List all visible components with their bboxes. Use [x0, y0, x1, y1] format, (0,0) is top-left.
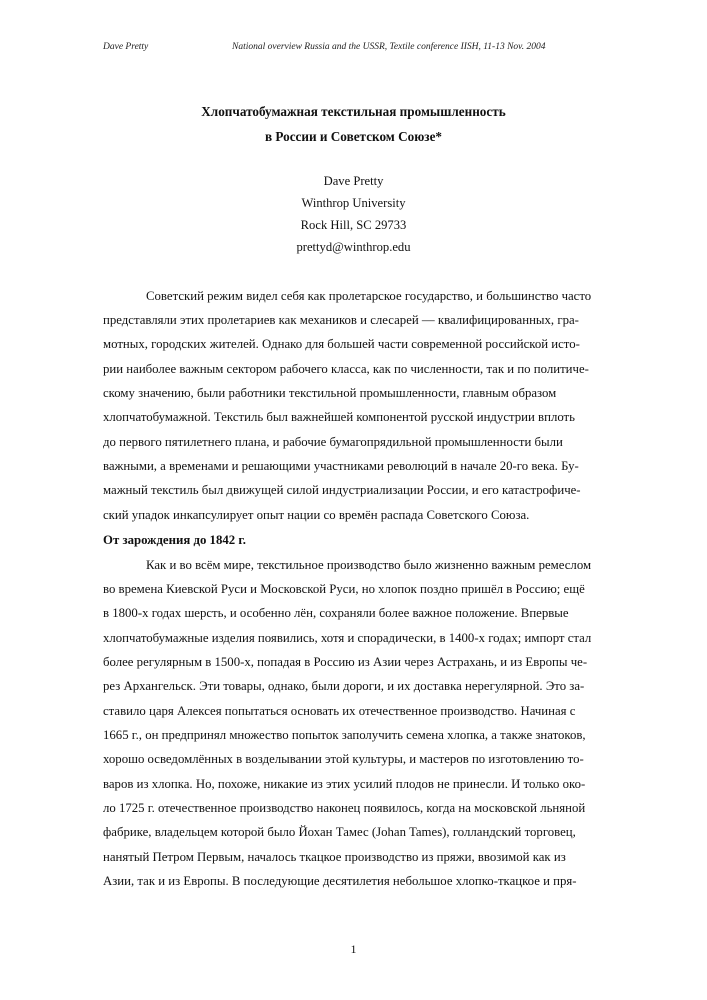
section-heading: От зарождения до 1842 г.	[103, 533, 246, 547]
text-line: хлопчатобумажные изделия появились, хотя и спорадически, в 1400-х годах; импорт стал	[103, 631, 592, 645]
text-line: мотных, городских жителей. Однако для большей части современной российской исто-	[103, 337, 580, 351]
text-line: рез Архангельск. Эти товары, однако, были дороги, и их доставка нерегулярной. Это за-	[103, 679, 585, 693]
text-line: более регулярным в 1500-х, попадая в Россию из Азии через Астрахань, и из Европы че-	[103, 655, 588, 669]
title-line-1: Хлопчатобумажная текстильная промышленность	[201, 104, 506, 119]
text-line: рии наиболее важным сектором рабочего класса, как по численности, так и по политиче-	[103, 362, 589, 376]
text-line: хлопчатобумажной. Текстиль был важнейшей компонентой русской индустрии вплоть	[103, 410, 575, 424]
text-line: скому значению, были работники текстильной промышленности, главным образом	[103, 386, 557, 400]
author-name: Dave Pretty	[323, 174, 384, 188]
page-number: 1	[350, 942, 357, 956]
text-line: до первого пятилетнего плана, и рабочие бумагопрядильной промышленности были	[103, 435, 563, 449]
text-line: Азии, так и из Европы. В последующие десятилетия небольшое хлопко-ткацкое и пря-	[103, 874, 577, 888]
text-line: мажный текстиль был движущей силой индустриализации России, и его катастрофиче-	[103, 483, 581, 497]
author-email: prettyd@winthrop.edu	[296, 240, 411, 254]
author-location: Rock Hill, SC 29733	[300, 218, 407, 232]
text-line: во времена Киевской Руси и Московской Руси, но хлопок поздно пришёл в Россию; ещё	[103, 582, 585, 596]
text-line: Как и во всём мире, текстильное производство было жизненно важным ремеслом	[146, 558, 592, 572]
text-line: ставило царя Алексея попытаться основать их отечественное производство. Начиная с	[103, 704, 576, 718]
text-line: 1665 г., он предпринял множество попыток заполучить семена хлопка, а также знатоков,	[103, 728, 586, 742]
text-line: варов из хлопка. Но, похоже, никакие из этих усилий плодов не принесли. И только око-	[103, 777, 586, 791]
text-line: в 1800-х годах шерсть, и особенно лён, сохраняли более важное положение. Впервые	[103, 606, 569, 620]
running-header-author: Dave Pretty	[103, 42, 149, 52]
text-line: нанятый Петром Первым, началось ткацкое производство из пряжи, ввозимой как из	[103, 850, 566, 864]
running-header-conference: National overview Russia and the USSR, Textile conference IISH, 11-13 Nov. 2004	[232, 42, 546, 52]
text-line: представляли этих пролетариев как механиков и слесарей — квалифицированных, гра-	[103, 313, 579, 327]
text-line: фабрике, владельцем которой было Йохан Тамес (Johan Tames), голландский торговец,	[103, 825, 576, 839]
text-line: хорошо осведомлённых в возделывании этой культуры, и мастеров по изготовлению то-	[103, 752, 584, 766]
text-line: ский упадок инкапсулирует опыт нации со времён распада Советского Союза.	[103, 508, 530, 522]
title-line-2: в России и Советском Союзе*	[264, 129, 443, 144]
text-line: ло 1725 г. отечественное производство наконец появилось, когда на московской льняной	[103, 801, 586, 815]
author-institution: Winthrop University	[301, 196, 406, 210]
text-line: важными, а временами и решающими участниками революций в начале 20-го века. Бу-	[103, 459, 579, 473]
text-line: Советский режим видел себя как пролетарское государство, и большинство часто	[146, 289, 592, 303]
